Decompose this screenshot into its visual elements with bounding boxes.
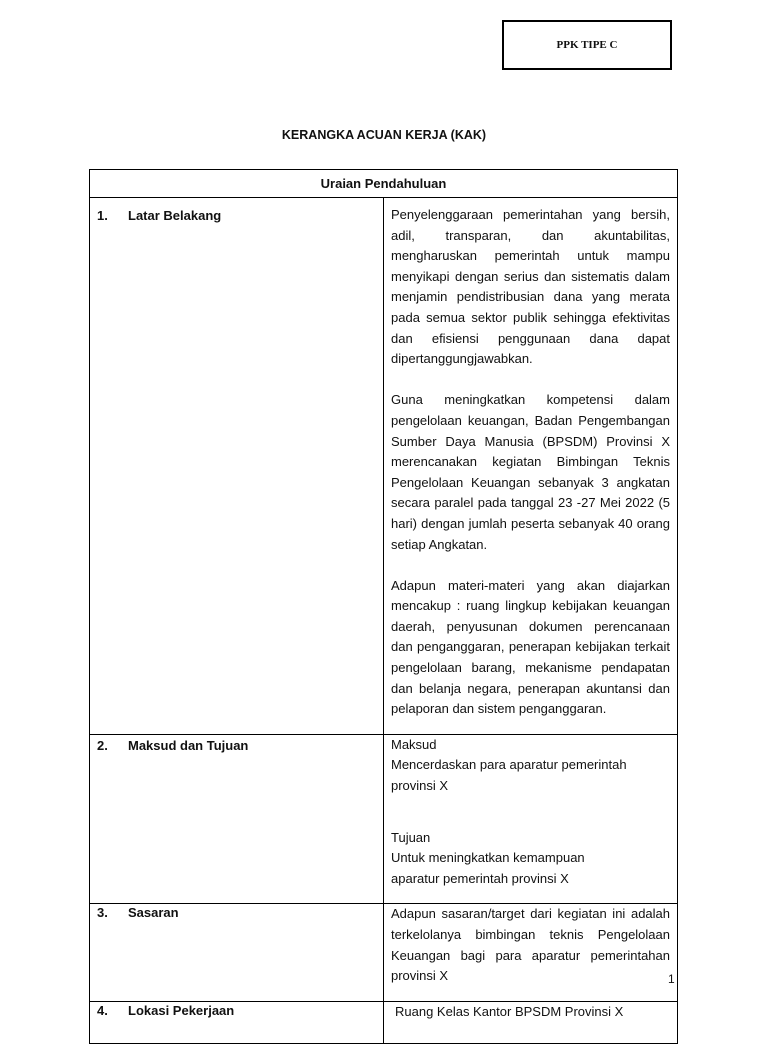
paragraph: Adapun sasaran/target dari kegiatan ini adalah terkelolanya bimbingan teknis Pengelolaan Keuangan bagi para aparatur pemerintahan provinsi X [391,906,670,984]
row-number: 4. [97,1002,108,1018]
row-content-cell [384,1001,678,1043]
document-title: KERANGKA ACUAN KERJA (KAK) [281,128,487,142]
kak-table [89,169,678,1044]
paragraph: Penyelenggaraan pemerintahan yang bersih, adil, transparan, dan akuntabilitas, mengharuskan pemerintah untuk mampu menyikapi dengan serius dan sistematis dalam menjamin pendistribusian dana yang merata pada semua sektor publik sehingga efektivitas dan efisiensi penggunaan dana dapat dipertanggungjawabkan. [391,207,670,367]
row-label: Maksud dan Tujuan [128,737,249,753]
row-content-cell [384,734,678,904]
row-number: 3. [97,905,108,921]
table-row [90,734,678,904]
ppk-type-label: PPK TIPE C [556,39,618,51]
maksud-heading: Maksud [391,736,437,752]
row-label-cell [90,1001,384,1043]
table-row [90,1001,678,1043]
row-label: Sasaran [128,905,179,921]
tujuan-heading: Tujuan [391,829,431,845]
lokasi-text: Ruang Kelas Kantor BPSDM Provinsi X [395,1003,624,1019]
row-label-cell [90,734,384,904]
table-row [90,904,678,1001]
tujuan-text: Untuk meningkatkan kemampuan aparatur pemerintah provinsi X [391,850,585,886]
table-header-cell: Uraian Pendahuluan [90,170,678,198]
maksud-text: Mencerdaskan para aparatur pemerintah provinsi X [391,757,627,794]
row-label-cell [90,198,384,735]
row-content-cell [384,198,678,735]
row-number: 2. [97,737,108,753]
page-number: 1 [668,972,675,986]
row-label: Latar Belakang [128,208,222,223]
paragraph: Guna meningkatkan kompetensi dalam pengelolaan keuangan, Badan Pengembangan Sumber Daya Manusia (BPSDM) Provinsi X merencanakan kegiatan Bimbingan Teknis Pengelolaan Keuangan sebanyak 3 angkatan secara paralel pada tanggal 23 -27 Mei 2022 (5 hari) dengan jumlah peserta sebanyak 40 orang setiap Angkatan. [391,392,670,552]
row-content-cell [384,904,678,1001]
ppk-type-box [502,20,672,70]
paragraph: Adapun materi-materi yang akan diajarkan mencakup : ruang lingkup kebijakan keuangan daerah, penyusunan dokumen perencanaan dan penganggaran, penerapan kebijakan terkait pengelolaan barang, mekanisme pendapatan dan belanja negara, penerapan akuntansi dan pelaporan dan sistem penganggaran. [391,577,670,717]
table-row [90,198,678,735]
row-label: Lokasi Pekerjaan [128,1002,235,1018]
table-header-row [90,170,678,198]
row-number: 1. [97,208,108,223]
row-label-cell [90,904,384,1001]
